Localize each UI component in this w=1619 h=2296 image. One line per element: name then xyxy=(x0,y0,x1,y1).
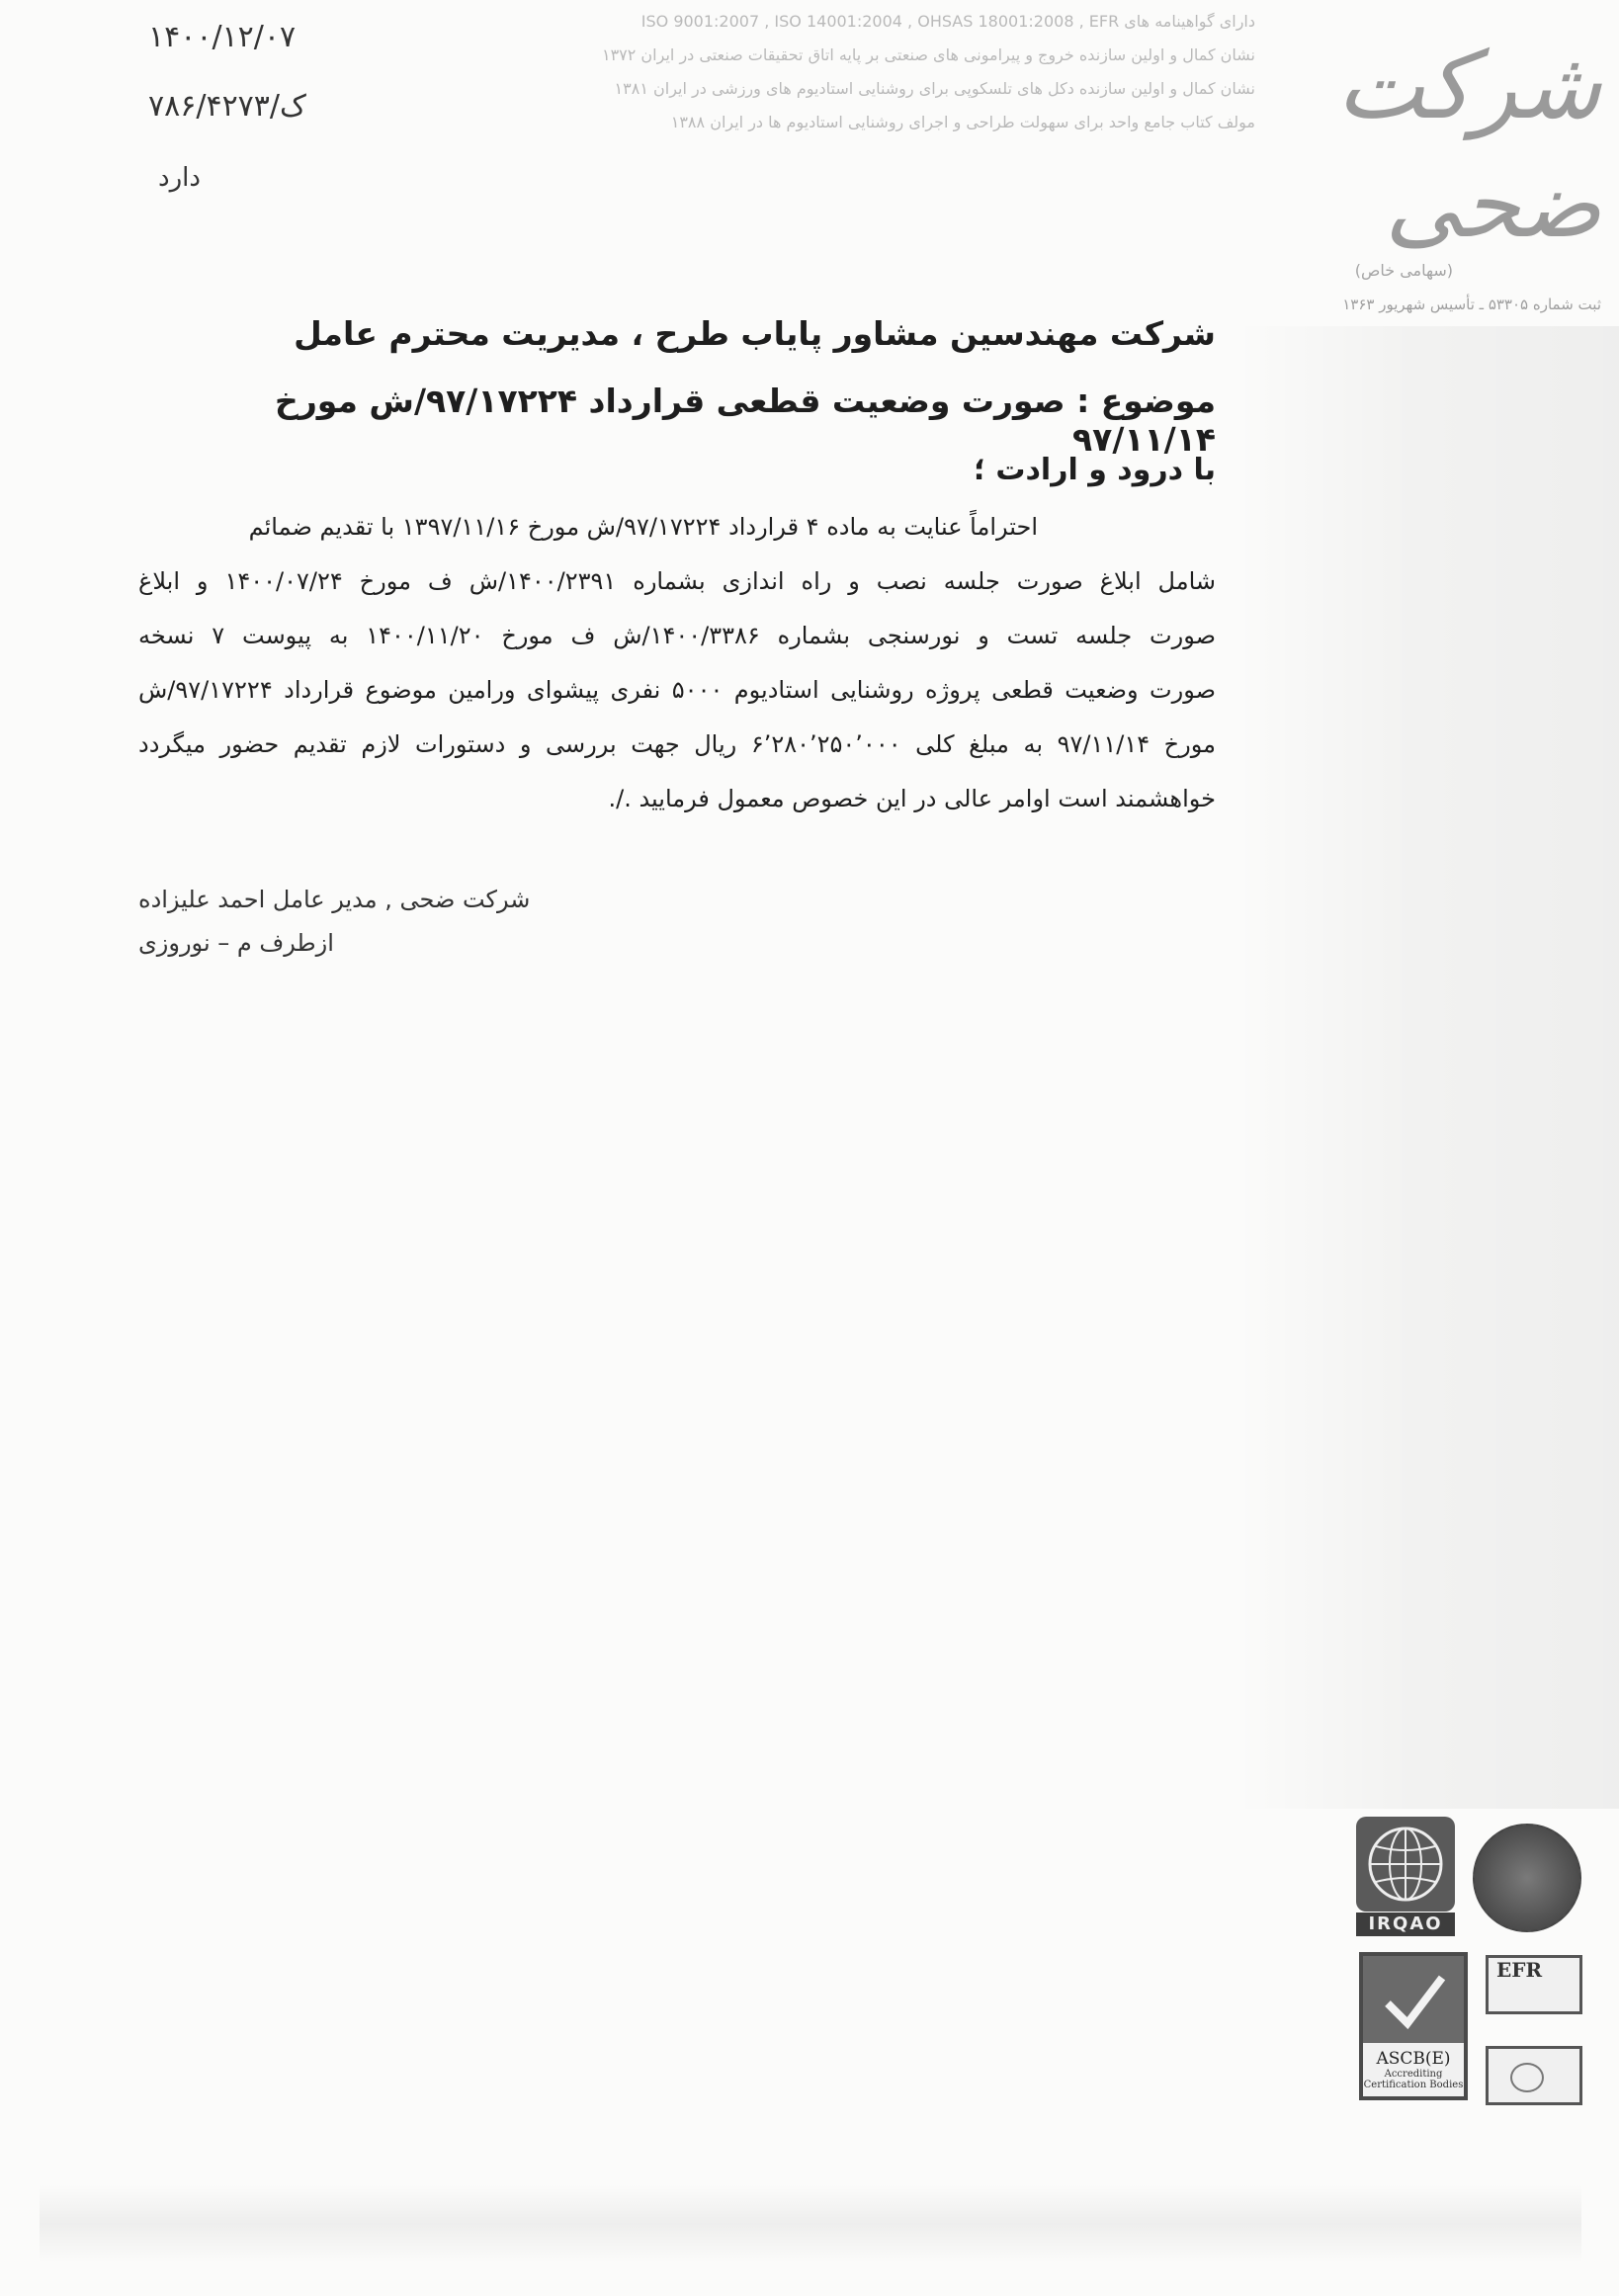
letterhead-credentials xyxy=(435,5,1255,139)
certification-badge xyxy=(1486,2046,1582,2105)
body-line: احتراماً عنایت به ماده ۴ قرارداد ۹۷/۱۷۲۲۴/ش مورخ ۱۳۹۷/۱۱/۱۶ با تقدیم ضمائم xyxy=(248,513,1038,541)
body-line: شامل ابلاغ صورت جلسه نصب و راه اندازی بشماره ۱۴۰۰/۲۳۹۱/ش ف مورخ ۱۴۰۰/۰۷/۲۴ و ابلاغ xyxy=(138,567,1217,595)
letter-body xyxy=(138,500,1216,826)
iqnet-label: IRQAO xyxy=(1356,1913,1455,1936)
ascb-certification xyxy=(1359,1952,1468,2100)
ascb-text: Accrediting Certification Bodies xyxy=(1363,2069,1464,2090)
scan-shadow-bottom xyxy=(40,2184,1581,2263)
attachment-status: دارد xyxy=(158,163,201,193)
globe-icon xyxy=(1356,1817,1455,1912)
body-line: خواهشمند است اوامر عالی در این خصوص معمول فرمایید ./. xyxy=(608,785,1216,812)
on-behalf: ازطرف م – نوروزی xyxy=(138,929,334,957)
letter-date: ۱۴۰۰/۱۲/۰۷ xyxy=(148,20,297,54)
efr-certification: EFR xyxy=(1486,1955,1582,2014)
greeting: با درود و ارادت ؛ xyxy=(973,453,1216,487)
checkmark-icon xyxy=(1363,1956,1464,2043)
body-line: صورت وضعیت قطعی پروژه روشنایی استادیوم ۵۰۰۰ نفری پیشوای ورامین موضوع قرارداد ۹۷/۱۷۲۲۴/ش xyxy=(138,676,1216,704)
letterhead-line: نشان کمال و اولین سازنده دکل های تلسکوپی برای روشنایی استادیوم های ورزشی در ایران ۱۳۸۱ xyxy=(614,79,1255,98)
scan-shadow xyxy=(1236,326,1619,1809)
subject-line: موضوع : صورت وضعیت قطعی قرارداد ۹۷/۱۷۲۲۴/ش مورخ ۹۷/۱۱/۱۴ xyxy=(275,382,1216,459)
signature: شرکت ضحی , مدیر عامل احمد علیزاده xyxy=(138,886,531,913)
letterhead-line: دارای گواهینامه های ISO 9001:2007 , ISO 14001:2004 , OHSAS 18001:2008 , EFR xyxy=(640,12,1255,31)
company-registration: ثبت شماره ۵۳۳۰۵ ـ تأسیس شهریور ۱۳۶۳ xyxy=(1342,296,1601,313)
letterhead-line: نشان کمال و اولین سازنده خروج و پیرامونی های صنعتی بر پایه اتاق تحقیقات صنعتی در ایران ۱۳۷۲ xyxy=(601,45,1255,64)
letterhead-line: مولف کتاب جامع واحد برای سهولت طراحی و اجرای روشنایی استادیوم ها در ایران ۱۳۸۸ xyxy=(670,113,1255,131)
letter-number: ۷۸۶/ک/۴۲۷۳ xyxy=(148,89,306,124)
body-line: صورت جلسه تست و نورسنجی بشماره ۱۴۰۰/۳۳۸۶/ش ف مورخ ۱۴۰۰/۱۱/۲۰ به پیوست ۷ نسخه xyxy=(138,622,1217,649)
company-logo xyxy=(1275,18,1601,313)
company-logo-text: شرکت ضحی xyxy=(1336,33,1601,259)
body-line: مورخ ۹۷/۱۱/۱۴ به مبلغ کلی ۶٬۲۸۰٬۲۵۰٬۰۰۰ ریال جهت بررسی و دستورات لازم تقدیم حضور میگردد xyxy=(138,730,1216,758)
seal-icon xyxy=(1473,1824,1581,1932)
ascb-name: ASCB(E) xyxy=(1376,2049,1451,2069)
company-type: (سهامی خاص) xyxy=(1354,261,1453,280)
addressee: شرکت مهندسین مشاور پایاب طرح ، مدیریت محترم عامل xyxy=(294,314,1216,353)
